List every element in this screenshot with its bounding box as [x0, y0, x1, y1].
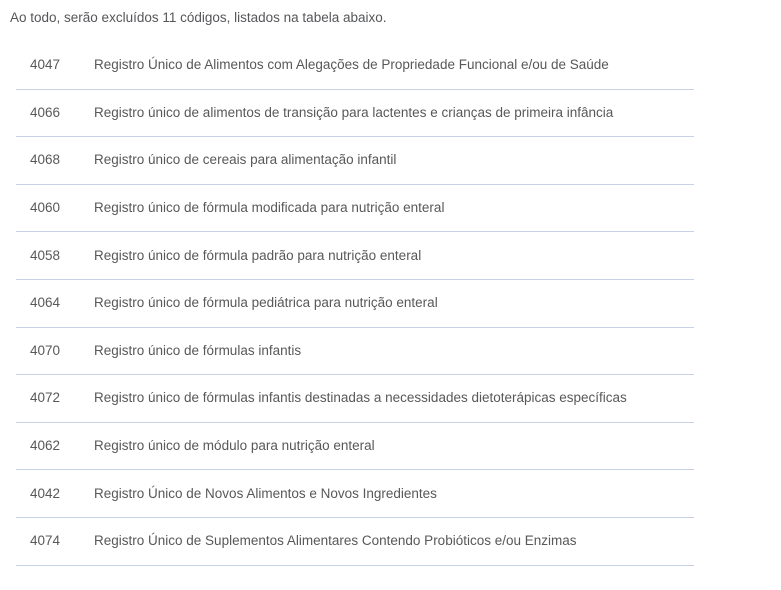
description-cell: Registro Único de Alimentos com Alegações de Propriedade Funcional e/ou de Saúde: [94, 57, 609, 73]
intro-text: Ao todo, serão excluídos 11 códigos, listados na tabela abaixo.: [10, 10, 387, 25]
table-row: [16, 42, 694, 90]
table-row: [16, 328, 694, 376]
code-cell: 4072: [30, 390, 61, 406]
code-cell: 4074: [30, 533, 61, 549]
code-cell: 4070: [30, 342, 61, 358]
description-cell: Registro Único de Suplementos Alimentares Contendo Probióticos e/ou Enzimas: [94, 533, 577, 549]
table-row: [16, 423, 694, 471]
code-cell: 4047: [30, 57, 61, 73]
table-row: [16, 375, 694, 423]
description-cell: Registro único de módulo para nutrição enteral: [94, 438, 375, 454]
description-cell: Registro Único de Novos Alimentos e Novos Ingredientes: [94, 485, 437, 501]
table-row: [16, 470, 694, 518]
table-row: [16, 280, 694, 328]
description-cell: Registro único de alimentos de transição para lactentes e crianças de primeira infância: [94, 104, 614, 120]
code-cell: 4062: [30, 438, 61, 454]
table-row: [16, 90, 694, 138]
code-cell: 4064: [30, 295, 61, 311]
description-cell: Registro único de fórmula pediátrica para nutrição enteral: [94, 295, 438, 311]
description-cell: Registro único de fórmula padrão para nutrição enteral: [94, 247, 422, 263]
code-cell: 4068: [30, 152, 61, 168]
excluded-codes-table: [16, 42, 694, 566]
code-cell: 4066: [30, 104, 61, 120]
description-cell: Registro único de fórmulas infantis: [94, 342, 302, 358]
table-row: [16, 185, 694, 233]
table-row: [16, 137, 694, 185]
table-row: [16, 518, 694, 566]
description-cell: Registro único de fórmulas infantis destinadas a necessidades dietoterápicas específicas: [94, 390, 627, 406]
code-cell: 4058: [30, 247, 61, 263]
code-cell: 4060: [30, 200, 61, 216]
table-row: [16, 232, 694, 280]
description-cell: Registro único de fórmula modificada para nutrição enteral: [94, 200, 445, 216]
description-cell: Registro único de cereais para alimentação infantil: [94, 152, 397, 168]
code-cell: 4042: [30, 485, 61, 501]
